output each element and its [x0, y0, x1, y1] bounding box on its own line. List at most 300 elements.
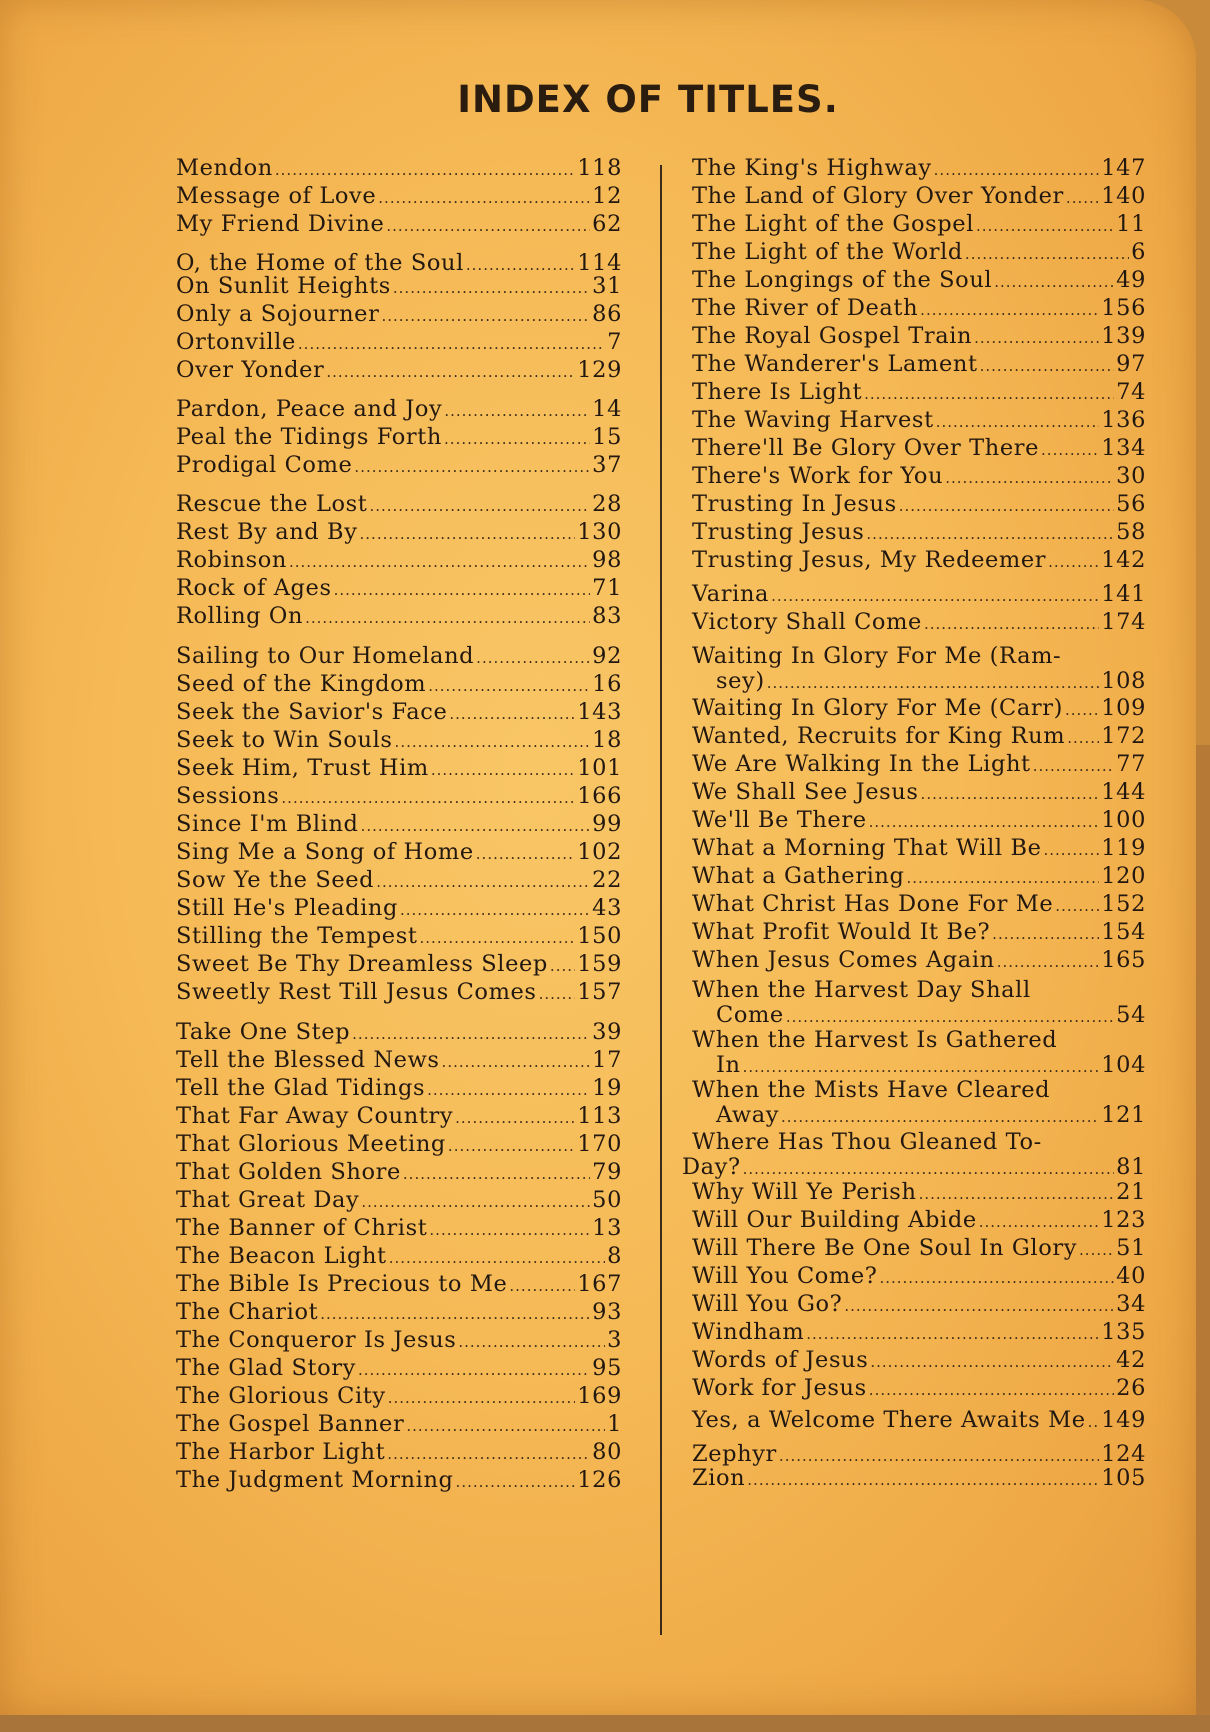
index-entry — [176, 1020, 622, 1047]
index-entry — [176, 492, 622, 519]
index-entry — [176, 576, 622, 603]
entry-title: Sing Me a Song of Home — [176, 839, 474, 865]
entry-page-number: 126 — [577, 1467, 622, 1493]
entry-page-number: 105 — [1101, 1465, 1146, 1491]
entry-page-number: 150 — [577, 923, 622, 949]
leader-dots — [747, 1468, 1099, 1493]
column-divider — [660, 165, 662, 1635]
page-edge-right — [1196, 745, 1210, 1715]
entry-page-number: 39 — [592, 1019, 622, 1045]
leader-dots — [1066, 186, 1099, 211]
leader-dots — [919, 1182, 1115, 1207]
leader-dots — [1067, 726, 1099, 751]
entry-title: When the Mists Have Cleared — [692, 1077, 1051, 1103]
index-entry — [176, 1216, 622, 1243]
entry-page-number: 159 — [577, 951, 622, 977]
entry-title: Trusting Jesus — [692, 519, 865, 545]
entry-title: Will Our Building Abide — [692, 1207, 977, 1233]
entry-title: Over Yonder — [176, 357, 325, 383]
entry-title: The River of Death — [692, 295, 919, 321]
entry-title: The King's Highway — [692, 155, 932, 181]
index-entry — [692, 582, 1146, 609]
entry-page-number: 16 — [592, 671, 622, 697]
index-entry — [176, 896, 622, 923]
leader-dots — [403, 1162, 590, 1187]
entry-title: The Glorious City — [176, 1383, 386, 1409]
entry-page-number: 99 — [592, 811, 622, 837]
index-entry — [692, 808, 1146, 835]
index-entry — [176, 397, 622, 424]
entry-title: The Beacon Light — [176, 1243, 387, 1269]
entry-page-number: 74 — [1116, 379, 1146, 405]
entry-page-number: 83 — [592, 603, 622, 629]
index-entry — [176, 924, 622, 951]
entry-page-number: 100 — [1101, 807, 1146, 833]
entry-title: What a Gathering — [692, 863, 905, 889]
entry-title: The Wanderer's Lament — [692, 351, 978, 377]
leader-dots — [352, 1022, 590, 1047]
leader-dots — [393, 276, 590, 301]
index-entry — [176, 1272, 622, 1299]
index-entry — [692, 1078, 1146, 1130]
index-entry — [176, 604, 622, 631]
index-entry — [176, 1384, 622, 1411]
index-entry — [176, 1160, 622, 1187]
index-entry — [176, 453, 622, 480]
entry-title: The Conqueror Is Jesus — [176, 1327, 457, 1353]
entry-title: There'll Be Glory Over There — [692, 435, 1040, 461]
entry-title: Take One Step — [176, 1019, 351, 1045]
entry-page-number: 93 — [592, 1299, 622, 1325]
leader-dots — [974, 326, 1099, 351]
entry-title: There Is Light — [692, 379, 863, 405]
index-entry — [176, 274, 622, 301]
leader-dots — [539, 982, 576, 1007]
entry-title: Rock of Ages — [176, 575, 332, 601]
entry-title: When the Harvest Day Shall — [692, 977, 1031, 1003]
index-entry — [692, 520, 1146, 547]
leader-dots — [442, 1050, 591, 1075]
entry-title: We Are Walking In the Light — [692, 751, 1031, 777]
entry-page-number: 170 — [577, 1131, 622, 1157]
index-entry — [176, 980, 622, 1007]
leader-dots — [305, 606, 590, 631]
entry-title: Will You Come? — [692, 1263, 878, 1289]
index-entry — [176, 358, 622, 385]
leader-dots — [448, 1134, 575, 1159]
leader-dots — [1033, 754, 1114, 779]
entry-title: Message of Love — [176, 183, 377, 209]
index-entry — [692, 380, 1146, 407]
index-entry — [176, 700, 622, 727]
entry-title: Will You Go? — [692, 1291, 843, 1317]
entry-title: What Profit Would It Be? — [692, 919, 991, 945]
entry-page-number: 139 — [1101, 323, 1146, 349]
leader-dots — [936, 410, 1100, 435]
leader-dots — [992, 922, 1099, 947]
entry-title: The Judgment Morning — [176, 1467, 454, 1493]
entry-page-number: 58 — [1116, 519, 1146, 545]
entry-title: Work for Jesus — [692, 1375, 867, 1401]
entry-title: Sweetly Rest Till Jesus Comes — [176, 979, 537, 1005]
entry-title: Mendon — [176, 155, 273, 181]
index-entry — [692, 408, 1146, 435]
index-entry — [692, 212, 1146, 239]
entry-page-number: 120 — [1101, 863, 1146, 889]
leader-dots — [997, 950, 1100, 975]
index-entry — [176, 644, 622, 671]
leader-dots — [400, 898, 590, 923]
entry-page-number: 12 — [592, 183, 622, 209]
leader-dots — [376, 870, 590, 895]
entry-title: We'll Be There — [692, 807, 867, 833]
entry-page-number: 101 — [577, 755, 622, 781]
entry-title: The Longings of the Soul — [692, 267, 993, 293]
entry-title: There's Work for You — [692, 463, 944, 489]
entry-title-continued: Day? — [682, 1154, 741, 1180]
leader-dots — [431, 758, 575, 783]
entry-title: Peal the Tidings Forth — [176, 424, 443, 450]
leader-dots — [934, 158, 1100, 183]
entry-title: The Banner of Christ — [176, 1215, 428, 1241]
entry-page-number: 136 — [1101, 407, 1146, 433]
entry-page-number: 34 — [1116, 1291, 1146, 1317]
index-entry — [176, 548, 622, 575]
index-entry — [176, 425, 622, 452]
entry-title: Waiting In Glory For Me (Carr) — [692, 695, 1063, 721]
entry-title: When the Harvest Is Gathered — [692, 1027, 1058, 1053]
index-entry — [692, 780, 1146, 807]
entry-page-number: 43 — [592, 895, 622, 921]
index-entry — [692, 1408, 1146, 1435]
leader-dots — [945, 466, 1114, 491]
index-entry — [692, 978, 1146, 1030]
index-entry — [176, 1356, 622, 1383]
entry-title: Trusting In Jesus — [692, 491, 897, 517]
entry-title: Rest By and By — [176, 519, 358, 545]
entry-page-number: 166 — [577, 783, 622, 809]
leader-dots — [771, 584, 1099, 609]
index-entry — [176, 1440, 622, 1467]
entry-title: Tell the Blessed News — [176, 1047, 440, 1073]
entry-title: Trusting Jesus, My Redeemer — [692, 547, 1047, 573]
entry-page-number: 15 — [592, 424, 622, 450]
index-entry — [176, 184, 622, 211]
entry-page-number: 152 — [1101, 891, 1146, 917]
leader-dots — [428, 674, 590, 699]
leader-dots — [476, 646, 590, 671]
leader-dots — [1048, 550, 1099, 575]
entry-title: Zephyr — [692, 1441, 777, 1467]
entry-title: Where Has Thou Gleaned To- — [692, 1129, 1042, 1155]
index-entry — [692, 436, 1146, 463]
entry-title: The Land of Glory Over Yonder — [692, 183, 1064, 209]
entry-page-number: 21 — [1116, 1179, 1146, 1205]
entry-title: O, the Home of the Soul — [176, 250, 464, 276]
entry-page-number: 135 — [1101, 1319, 1146, 1345]
leader-dots — [1088, 1410, 1100, 1435]
index-entry — [692, 492, 1146, 519]
entry-page-number: 62 — [592, 211, 622, 237]
entry-title: The Harbor Light — [176, 1439, 386, 1465]
entry-title: Prodigal Come — [176, 452, 353, 478]
index-entry — [692, 864, 1146, 891]
entry-title: What Christ Has Done For Me — [692, 891, 1054, 917]
entry-title: Victory Shall Come — [692, 609, 922, 635]
entry-page-number: 143 — [577, 699, 622, 725]
entry-page-number: 124 — [1101, 1441, 1146, 1467]
index-entry — [692, 156, 1146, 183]
page-title: INDEX OF TITLES. — [457, 78, 839, 121]
leader-dots — [455, 1106, 575, 1131]
entry-title: The Light of the World — [692, 239, 963, 265]
entry-title-continued: In — [716, 1052, 741, 1078]
index-entry — [692, 1208, 1146, 1235]
leader-dots — [388, 1386, 576, 1411]
index-entry — [692, 920, 1146, 947]
leader-dots — [844, 1294, 1114, 1319]
entry-page-number: 134 — [1101, 435, 1146, 461]
index-entry — [692, 1028, 1146, 1080]
index-entry — [176, 1300, 622, 1327]
entry-page-number: 118 — [577, 155, 622, 181]
entry-page-number: 51 — [1116, 1235, 1146, 1261]
entry-title: Pardon, Peace and Joy — [176, 396, 443, 422]
entry-title: Wanted, Recruits for King Rum — [692, 723, 1066, 749]
entry-title: Why Will Ye Perish — [692, 1179, 917, 1205]
index-entry — [692, 1442, 1146, 1469]
leader-dots — [281, 786, 575, 811]
entry-page-number: 80 — [592, 1439, 622, 1465]
entry-page-number: 50 — [592, 1187, 622, 1213]
entry-title: Yes, a Welcome There Awaits Me — [692, 1407, 1086, 1433]
index-entry — [176, 840, 622, 867]
index-entry — [176, 1076, 622, 1103]
entry-title-continued: Away — [716, 1102, 780, 1128]
entry-title: When Jesus Comes Again — [692, 947, 995, 973]
entry-page-number: 156 — [1101, 295, 1146, 321]
entry-page-number: 98 — [592, 547, 622, 573]
leader-dots — [378, 186, 590, 211]
entry-page-number: 79 — [592, 1159, 622, 1185]
entry-title: We Shall See Jesus — [692, 779, 919, 805]
index-entry — [692, 184, 1146, 211]
entry-page-number: 167 — [577, 1271, 622, 1297]
index-entry — [692, 752, 1146, 779]
entry-title: Seed of the Kingdom — [176, 671, 427, 697]
leader-dots — [326, 360, 575, 385]
leader-dots — [979, 1210, 1100, 1235]
entry-page-number: 56 — [1116, 491, 1146, 517]
index-entry — [692, 1180, 1146, 1207]
entry-title: My Friend Divine — [176, 211, 385, 237]
entry-page-number: 119 — [1101, 835, 1146, 861]
entry-title: The Bible Is Precious to Me — [176, 1271, 508, 1297]
entry-title: Sweet Be Thy Dreamless Sleep — [176, 951, 548, 977]
entry-page-number: 77 — [1116, 751, 1146, 777]
index-entry — [692, 1264, 1146, 1291]
entry-title: Sow Ye the Seed — [176, 867, 375, 893]
entry-page-number: 174 — [1101, 609, 1146, 635]
entry-title: Varina — [692, 581, 770, 607]
entry-title: Seek the Savior's Face — [176, 699, 448, 725]
entry-page-number: 92 — [592, 643, 622, 669]
leader-dots — [389, 1246, 605, 1271]
index-entry — [176, 812, 622, 839]
leader-dots — [920, 298, 1099, 323]
entry-page-number: 104 — [1101, 1052, 1146, 1078]
entry-page-number: 157 — [577, 979, 622, 1005]
index-entry — [692, 644, 1146, 696]
index-entry — [176, 952, 622, 979]
index-entry — [692, 948, 1146, 975]
entry-title: Tell the Glad Tidings — [176, 1075, 426, 1101]
index-entry — [692, 610, 1146, 637]
leader-dots — [1055, 894, 1099, 919]
entry-title: Seek Him, Trust Him — [176, 755, 429, 781]
leader-dots — [395, 730, 591, 755]
index-entry — [176, 868, 622, 895]
index-entry — [176, 212, 622, 239]
entry-page-number: 40 — [1116, 1263, 1146, 1289]
entry-title: Ortonville — [176, 329, 296, 355]
entry-page-number: 26 — [1116, 1375, 1146, 1401]
leader-dots — [354, 455, 590, 480]
entry-page-number: 144 — [1101, 779, 1146, 805]
entry-page-number: 102 — [577, 839, 622, 865]
entry-title: That Golden Shore — [176, 1159, 401, 1185]
index-entry — [692, 324, 1146, 351]
entry-title: Rescue the Lost — [176, 491, 368, 517]
entry-page-number: 42 — [1116, 1347, 1146, 1373]
entry-page-number: 8 — [607, 1243, 622, 1269]
index-entry — [176, 1328, 622, 1355]
entry-page-number: 18 — [592, 727, 622, 753]
entry-page-number: 14 — [592, 396, 622, 422]
leader-dots — [1079, 1238, 1114, 1263]
entry-title: Rolling On — [176, 603, 304, 629]
leader-dots — [965, 242, 1129, 267]
entry-title: Only a Sojourner — [176, 301, 380, 327]
leader-dots — [980, 354, 1115, 379]
entry-page-number: 13 — [592, 1215, 622, 1241]
index-entry — [176, 1412, 622, 1439]
entry-page-number: 31 — [592, 273, 622, 299]
entry-title: Words of Jesus — [692, 1347, 869, 1373]
leader-dots — [864, 382, 1114, 407]
leader-dots — [449, 702, 575, 727]
entry-page-number: 1 — [607, 1411, 622, 1437]
index-entry — [176, 302, 622, 329]
entry-page-number: 109 — [1101, 695, 1146, 721]
entry-page-number: 81 — [1116, 1154, 1146, 1180]
entry-page-number: 7 — [607, 329, 622, 355]
entry-title: The Chariot — [176, 1299, 319, 1325]
index-entry — [176, 756, 622, 783]
entry-page-number: 130 — [577, 519, 622, 545]
leader-dots — [360, 522, 576, 547]
entry-title: That Far Away Country — [176, 1103, 454, 1129]
index-entry — [176, 1132, 622, 1159]
leader-dots — [386, 214, 590, 239]
leader-dots — [406, 1414, 605, 1439]
entry-title: That Great Day — [176, 1187, 360, 1213]
entry-title: The Waving Harvest — [692, 407, 934, 433]
entry-page-number: 141 — [1101, 581, 1146, 607]
leader-dots — [456, 1470, 576, 1495]
leader-dots — [1044, 838, 1100, 863]
entry-page-number: 114 — [577, 250, 622, 276]
index-entry — [176, 1468, 622, 1495]
index-entry — [692, 1348, 1146, 1375]
index-entry — [692, 892, 1146, 919]
index-entry — [692, 724, 1146, 751]
entry-page-number: 142 — [1101, 547, 1146, 573]
entry-title: Seek to Win Souls — [176, 727, 393, 753]
index-entry — [692, 1376, 1146, 1403]
leader-dots — [550, 954, 575, 979]
leader-dots — [921, 782, 1100, 807]
leader-dots — [427, 1078, 590, 1103]
leader-dots — [879, 1266, 1114, 1291]
leader-dots — [870, 1350, 1114, 1375]
leader-dots — [320, 1302, 590, 1327]
leader-dots — [806, 1322, 1099, 1347]
entry-page-number: 123 — [1101, 1207, 1146, 1233]
entry-page-number: 149 — [1101, 1407, 1146, 1433]
entry-page-number: 108 — [1101, 668, 1146, 694]
leader-dots — [899, 494, 1114, 519]
index-entry — [176, 672, 622, 699]
leader-dots — [458, 1330, 605, 1355]
leader-dots — [444, 427, 590, 452]
entry-title: Windham — [692, 1319, 805, 1345]
leader-dots — [381, 304, 590, 329]
entry-title: The Light of the Gospel — [692, 211, 974, 237]
entry-page-number: 30 — [1116, 463, 1146, 489]
entry-page-number: 22 — [592, 867, 622, 893]
index-entry — [692, 240, 1146, 267]
entry-page-number: 6 — [1131, 239, 1146, 265]
index-entry — [692, 1292, 1146, 1319]
entry-page-number: 97 — [1116, 351, 1146, 377]
leader-dots — [869, 810, 1100, 835]
entry-title: The Glad Story — [176, 1355, 356, 1381]
leader-dots — [387, 1442, 590, 1467]
leader-dots — [429, 1218, 590, 1243]
page-edge-bottom — [0, 1715, 1210, 1732]
entry-page-number: 154 — [1101, 919, 1146, 945]
leader-dots — [369, 494, 590, 519]
entry-title: Still He's Pleading — [176, 895, 398, 921]
entry-page-number: 3 — [607, 1327, 622, 1353]
entry-page-number: 113 — [577, 1103, 622, 1129]
entry-page-number: 28 — [592, 491, 622, 517]
index-entry — [176, 330, 622, 357]
entry-page-number: 54 — [1116, 1002, 1146, 1028]
index-entry — [692, 1320, 1146, 1347]
entry-title: What a Morning That Will Be — [692, 835, 1042, 861]
entry-page-number: 37 — [592, 452, 622, 478]
entry-page-number: 169 — [577, 1383, 622, 1409]
entry-page-number: 17 — [592, 1047, 622, 1073]
entry-title: On Sunlit Heights — [176, 273, 391, 299]
entry-page-number: 121 — [1101, 1102, 1146, 1128]
index-entry — [692, 1236, 1146, 1263]
entry-title-continued: Come — [716, 1002, 784, 1028]
leader-dots — [1041, 438, 1099, 463]
index-entry — [176, 520, 622, 547]
